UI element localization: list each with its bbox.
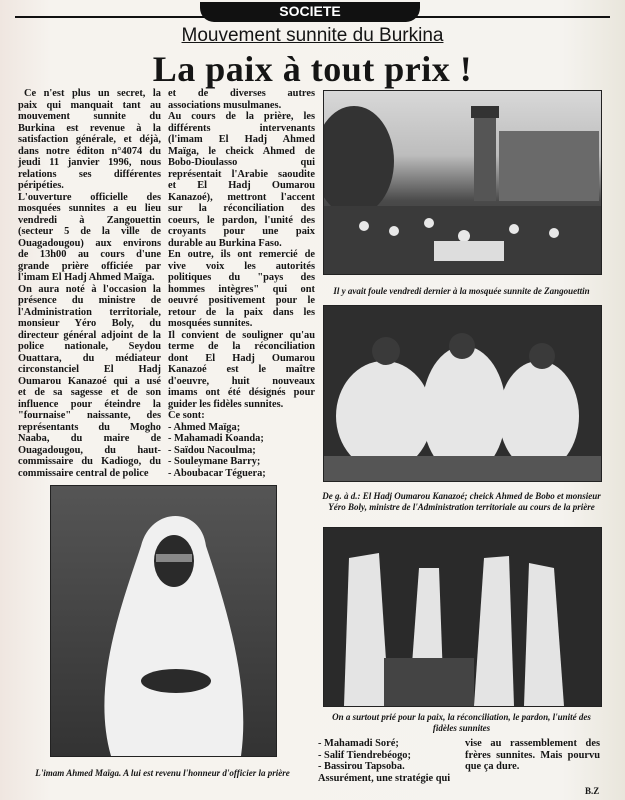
article-line: vise au rassemblement des [465, 738, 600, 749]
article-line: - Saïdou Nacoulma; [168, 444, 256, 456]
article-line: mosquées sunnites a eu lieu [18, 203, 161, 214]
article-line: - Souleymane Barry; [168, 456, 261, 467]
article-line: Ce n'est plus un secret, la [24, 88, 161, 99]
article-line: Maïga, le cheick Ahmed de [168, 145, 315, 157]
article-line: Ouattara, du médiateur [18, 352, 161, 364]
article-line: grande prière officiée par [18, 260, 161, 272]
article-line: l'imam El Hadj Ahmed Maïga. [18, 272, 155, 283]
article-line: représentait l'Arabie saoudite [168, 168, 315, 180]
article-line: coeurs, le pardon, l'unité des [168, 214, 315, 226]
photo-crowd-mosque-image [324, 91, 601, 274]
photo-caption-3: L'imam Ahmed Maïga. A lui est revenu l'honneur d'officier la prière [35, 768, 290, 778]
article-line: d'oeuvre, huit nouveaux [168, 375, 315, 387]
photo-prayer [323, 527, 602, 707]
photo-dignitaries-image [324, 306, 601, 481]
article-line: - Mahamadi Soré; [318, 738, 399, 749]
article-line: durable au Burkina Faso. [168, 237, 282, 249]
article-line: police nationale, Seydou [18, 341, 161, 352]
photo-dignitaries [323, 305, 602, 482]
article-line: et de sa sagesse et de son [18, 387, 161, 398]
article-line: sur la réconciliation des [168, 203, 315, 214]
article-line: (secteur 5 de la ville de [18, 226, 161, 237]
article-line: frères sunnites. Mais pourvu [465, 749, 600, 761]
article-line: (l'imam El Hadj Ahmed [168, 134, 315, 145]
article-column-1 [18, 88, 161, 479]
article-line: directeur général adjoint de la [18, 329, 161, 341]
article-line: Kanazoé), mettront l'accent [168, 191, 315, 203]
photo-prayer-image [324, 528, 601, 706]
article-column-4 [465, 738, 600, 773]
article-line: Ouagadougou, du haut- [18, 444, 161, 456]
article-column-2 [168, 88, 315, 479]
photo-caption-2: De g. à d.: El Hadj Oumarou Kanazoé; cheick Ahmed de Bobo et monsieur Yéro Boly, ministre de l'Administration territoriale au cours de la prière [322, 491, 601, 512]
article-line: oeuvré positivement pour le [168, 295, 315, 306]
section-label: SOCIETE [200, 2, 420, 22]
header-rule-right [415, 16, 610, 18]
article-line: présence du ministre de [18, 295, 161, 306]
article-line: croyants pour une paix [168, 226, 315, 237]
byline: B.Z [585, 786, 600, 796]
article-line: politiques du "pays des [168, 272, 315, 283]
article-line: hommes intègres" qui ont [168, 283, 315, 295]
article-line: Au cours de la prière, les [168, 111, 315, 122]
article-line: On aura noté à l'occasion la [18, 283, 161, 295]
photo-crowd-mosque [323, 90, 602, 275]
article-line: satisfaction générale, et déjà, [18, 134, 161, 145]
article-line: Kanazoé est le maître [168, 364, 315, 375]
article-line: représentants du Mogho [18, 421, 161, 433]
article-line: retour de la paix dans les [168, 306, 315, 318]
article-line: dont El Hadj Oumarou [168, 352, 315, 364]
article-line: L'ouverture officielle des [18, 191, 161, 203]
article-line: - Mahamadi Koanda; [168, 433, 264, 444]
article-line: Bobo-Dioulasso qui [168, 157, 315, 168]
article-line: influence pour éteindre la [18, 398, 161, 410]
article-line: monsieur Yéro Boly, du [18, 318, 161, 329]
article-line: commissaire du Kadiogo, du [18, 456, 161, 467]
article-line: Burkina est revenue à la [18, 122, 161, 134]
article-line: vive voix les autorités [168, 260, 315, 272]
article-line: jeudi 11 janvier 1996, nous [18, 157, 161, 168]
article-line: relations ses différentes [18, 168, 161, 180]
article-line: Ouagadougou) aux environs [18, 237, 161, 249]
article-line: mosquées sunnites. [168, 318, 253, 329]
article-line: vendredi à Zangouettin [18, 214, 161, 226]
article-line: Il convient de souligner qu'au [168, 329, 315, 341]
photo-caption-4: On a surtout prié pour la paix, la réconciliation, le pardon, l'unité des fidèles sunnites [332, 712, 591, 733]
article-line: circonstanciel El Hadj [18, 364, 161, 375]
article-line: terme de la réconciliation [168, 341, 315, 352]
article-line: l'Administration territoriale, [18, 306, 161, 318]
article-line: et El Hadj Oumarou [168, 180, 315, 191]
photo-caption-1: Il y avait foule vendredi dernier à la mosquée sunnite de Zangouettin [333, 286, 590, 296]
article-line: "fournaise" naissante, des [18, 410, 161, 421]
article-line: - Aboubacar Téguera; [168, 467, 266, 479]
header-rule-left [15, 16, 205, 18]
article-line: et de diverses autres [168, 88, 315, 99]
article-line: dans notre éditon n°4074 du [18, 145, 161, 157]
article-line: paix qui manquait tant au [18, 99, 161, 111]
headline: La paix à tout prix ! [152, 49, 473, 89]
article-line: Assurément, une stratégie qui [318, 772, 451, 784]
article-line: associations musulmanes. [168, 99, 282, 111]
article-line: - Ahmed Maïga; [168, 421, 241, 433]
photo-imam-image [51, 486, 276, 756]
article-line: - Bassirou Tapsoba. [318, 761, 405, 772]
photo-imam [50, 485, 277, 757]
article-line: guider les fidèles sunnites. [168, 398, 284, 410]
article-line: Oumarou Kanazoé qui a usé [18, 375, 161, 387]
article-line: que ça dure. [465, 761, 520, 772]
article-line: Naaba, du maire de [18, 433, 161, 444]
article-line: de 13h00 au cours d'une [18, 249, 161, 260]
article-line: - Salif Tiendrebéogo; [318, 749, 411, 761]
article-line: Ce sont: [168, 410, 205, 421]
article-line: différents intervenants [168, 122, 315, 134]
article-column-3 [318, 738, 458, 784]
article-line: En outre, ils ont remercié de [168, 249, 315, 260]
article-line: mouvement sunnite du [18, 111, 161, 122]
article-line: imams ont été désignés pour [168, 387, 315, 398]
kicker: Mouvement sunnite du Burkina [181, 25, 444, 46]
article-line: péripéties. [18, 180, 64, 191]
article-line: commissaire central de police [18, 467, 149, 479]
